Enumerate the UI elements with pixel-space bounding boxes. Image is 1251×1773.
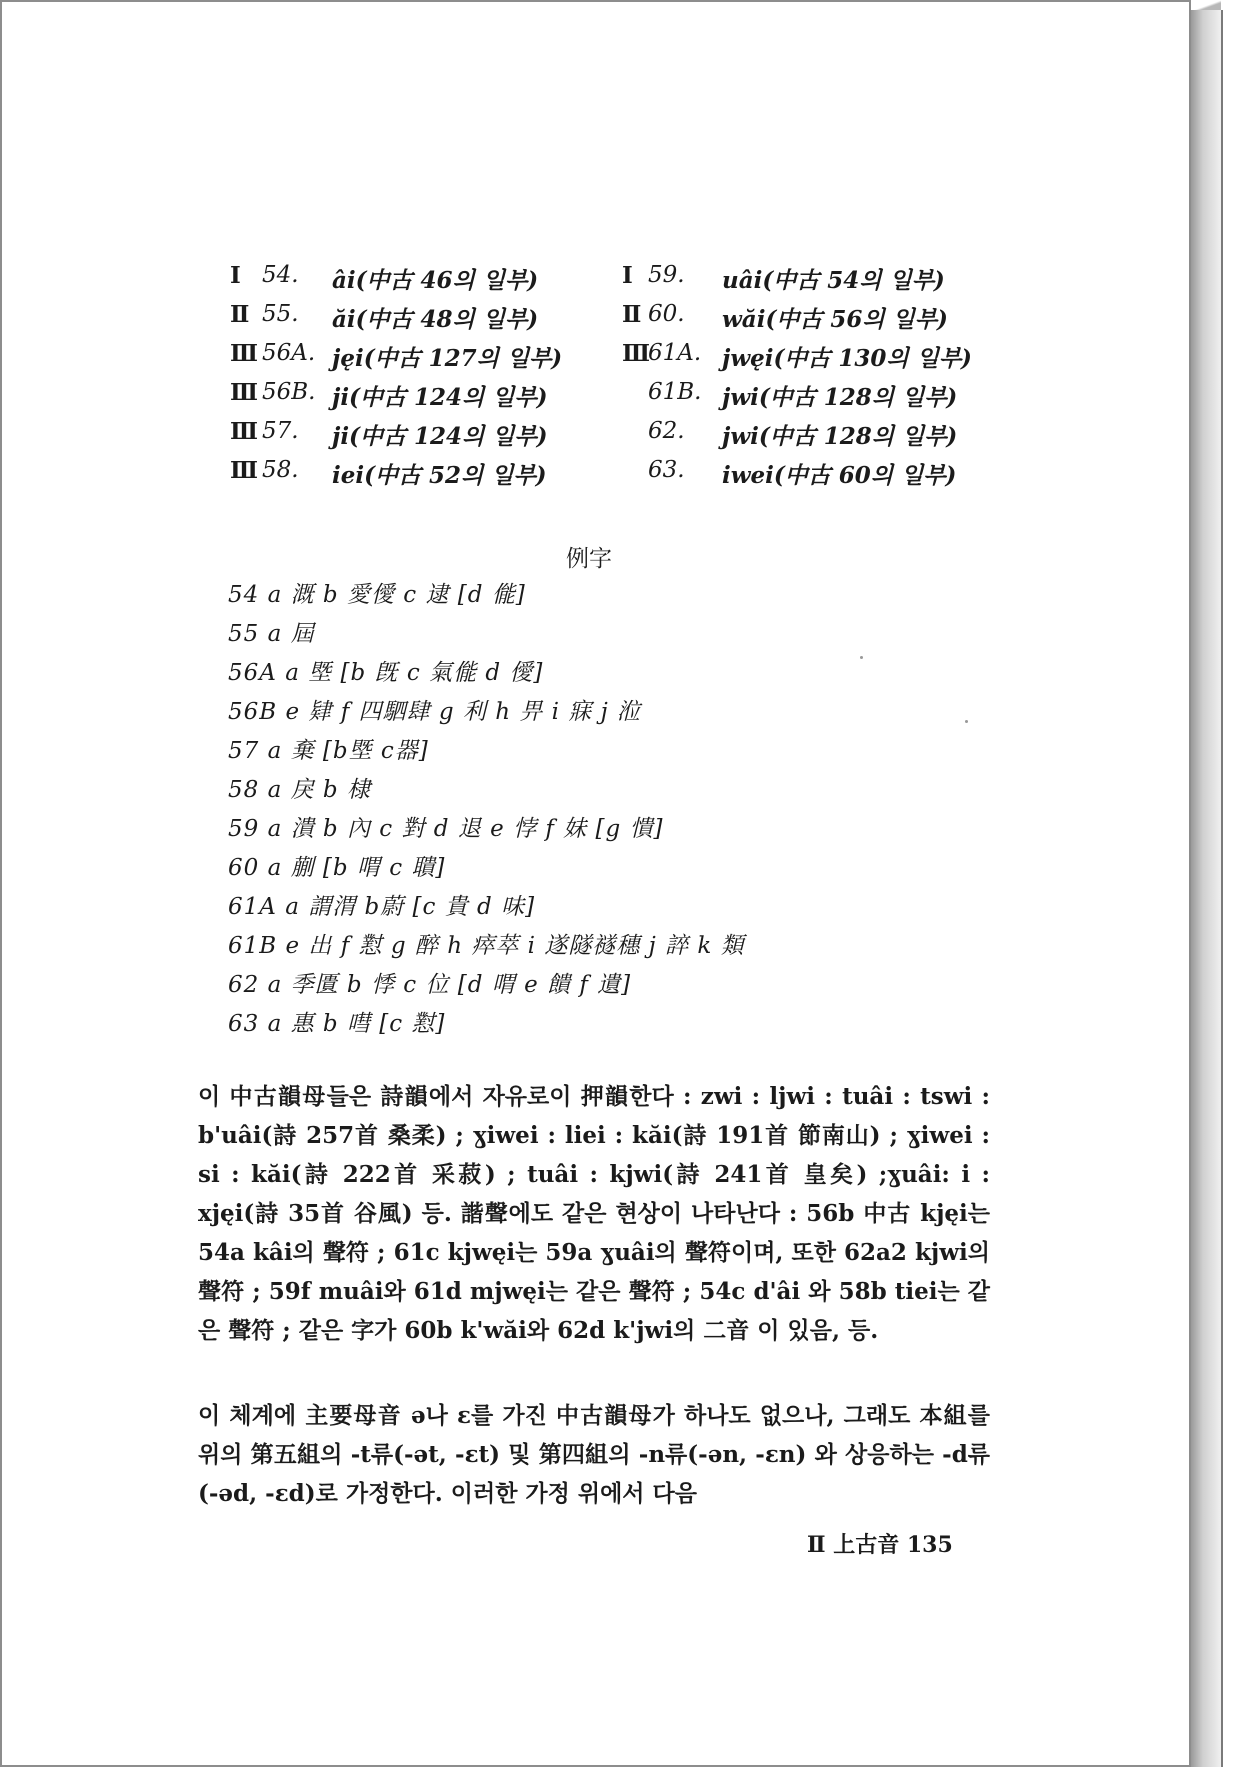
example-line: 56A a 塈 [b 旣 c 氣㑷 d 僾] [228,660,544,686]
grade-mark: Ⅲ [622,340,651,367]
rime-value: iei(中古 52의 일부) [332,462,547,489]
rime-value: ăi(中古 48의 일부) [332,306,539,333]
rime-number: 59. [648,262,685,288]
speck [965,720,968,723]
rime-row [230,262,1010,301]
rime-value: wăi(中古 56의 일부) [722,306,948,333]
rime-number: 56B. [262,379,316,405]
rime-value: âi(中古 46의 일부) [332,267,539,294]
example-line: 54 a 溉 b 愛僾 c 逮 [d 㑷] [228,582,526,608]
examples-list [228,576,988,1044]
rime-row [230,301,1010,340]
example-line: 58 a 戾 b 棣 [228,777,371,803]
rime-row [230,457,1010,496]
grade-mark: Ⅰ [622,262,633,289]
grade-mark: Ⅱ [230,301,250,328]
speck [860,656,863,659]
grade-mark: Ⅱ [622,301,642,328]
rime-value: ji(中古 124의 일부) [332,384,548,411]
rime-value: jwi(中古 128의 일부) [722,423,958,450]
example-line: 59 a 潰 b 內 c 對 d 退 e 悖 f 妹 [g 憒] [228,816,664,842]
rime-number: 57. [262,418,299,444]
rime-number: 58. [262,457,299,483]
rime-row [230,340,1010,379]
paragraph-system: 이 체계에 主要母音 ə나 ɛ를 가진 中古韻母가 하나도 없으나, 그래도 本組를 위의 第五組의 -t류(-ət, -ɛt) 및 第四組의 -n류(-ən, -ɛn) 와 상응하는 -d류(-əd, -ɛd)로 가정한다. 이러한 가정 위에서 다음 [198,1402,990,1507]
rime-row [230,379,1010,418]
rime-value: iwei(中古 60의 일부) [722,462,957,489]
example-line: 60 a 蒯 [b 喟 c 聵] [228,855,446,881]
rime-number: 56A. [262,340,316,366]
example-line: 57 a 棄 [b塈 c器] [228,738,429,764]
rime-value: jwęi(中古 130의 일부) [722,345,972,372]
example-line: 63 a 惠 b 嘒 [c 懟] [228,1011,446,1037]
rime-value: ji(中古 124의 일부) [332,423,548,450]
page-footer: Ⅱ 上古音 135 [807,1532,953,1558]
example-line: 61B e 出 f 懟 g 醉 h 瘁萃 i 遂隧襚穗 j 誶 k 類 [228,933,745,959]
rime-number: 55. [262,301,299,327]
example-line: 61A a 謂渭 b蔚 [c 貴 d 味] [228,894,536,920]
grade-mark: Ⅲ [230,418,259,445]
grade-mark: Ⅲ [230,340,259,367]
rime-number: 60. [648,301,685,327]
rime-number: 61A. [648,340,702,366]
rime-table [230,262,1010,496]
rime-value: jwi(中古 128의 일부) [722,384,958,411]
grade-mark: Ⅰ [230,262,241,289]
grade-mark: Ⅲ [230,457,259,484]
example-line: 56B e 肄 f 四駟肆 g 利 h 畀 i 寐 j 涖 [228,699,642,725]
page-stack-edge [1191,10,1223,1767]
example-line: 62 a 季匱 b 悸 c 位 [d 喟 e 饋 f 遺] [228,972,632,998]
grade-mark: Ⅲ [230,379,259,406]
rime-number: 63. [648,457,685,483]
rime-row [230,418,1010,457]
rime-value: uâi(中古 54의 일부) [722,267,945,294]
rime-number: 54. [262,262,299,288]
rime-number: 61B. [648,379,702,405]
example-line: 55 a 屆 [228,621,315,647]
rime-value: jęi(中古 127의 일부) [332,345,563,372]
examples-heading: 例字 [566,546,612,572]
rime-number: 62. [648,418,685,444]
paragraph-rhyming: 이 中古韻母들은 詩韻에서 자유로이 押韻한다 : zwi : ljwi : tuâi : tswi : b'uâi(詩 257首 桑柔) ; ɣiwei : liei : kăi(詩 191首 節南山) ; ɣiwei : si : kăi(詩 222首 采菽) ; tuâi : kjwi(詩 241首 皇矣) ;ɣuâi: i : xjęi(詩 35首 谷風) 등. 諧聲에도 같은 현상이 나타난다 : 56b 中古 kjęi는 54a kâi의 聲符 ; 61c kjwęi는 59a ɣuâi의 聲符이며, 또한 62a2 kjwi의 聲符 ; 59f muâi와 61d mjwęi는 같은 聲符 ; 54c d'âi 와 58b tiei는 같은 聲符 ; 같은 字가 60b k'wăi와 62d k'jwi의 二音 이 있음, 등. [198,1083,990,1344]
